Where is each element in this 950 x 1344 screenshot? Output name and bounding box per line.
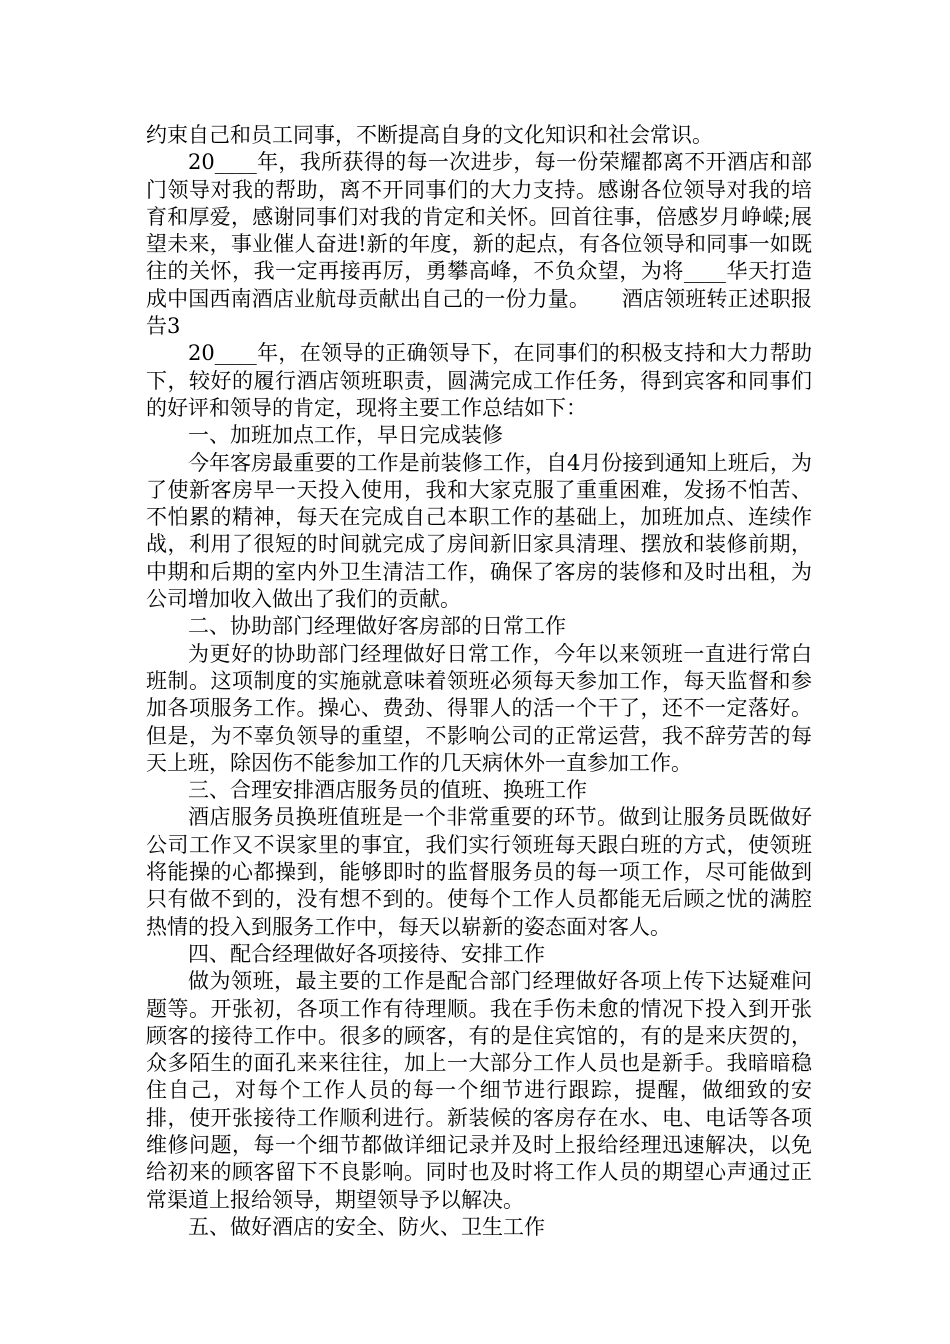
paragraph-3: 20____年，在领导的正确领导下，在同事们的积极支持和大力帮助下，较好的履行酒店领班职责，圆满完成工作任务，得到宾客和同事们的好评和领导的肯定，现将主要工作总结如下：: [146, 341, 812, 420]
section-heading-3: 三、合理安排酒店服务员的值班、换班工作: [188, 778, 587, 803]
paragraph-7: 做为领班，最主要的工作是配合部门经理做好各项上传下达疑难问题等。开张初，各项工作有待理顺。我在手伤未愈的情况下投入到开张顾客的接待工作中。很多的顾客，有的是住宾馆的，有的是来庆贺的，众多陌生的面孔来来往往，加上一大部分工作人员也是新手。我暗暗稳住自己，对每个工作人员的每一个细节进行跟踪，提醒，做细致的安排，使开张接待工作顺利进行。新装候的客房存在水、电、电话等各项维修问题，每一个细节都做详细记录并及时上报给经理迅速解决，以免给初来的顾客留下不良影响。同时也及时将工作人员的期望心声通过正常渠道上报给领导，期望领导予以解决。: [146, 969, 812, 1212]
section-heading-2: 二、协助部门经理做好客房部的日常工作: [188, 614, 566, 639]
paragraph-6: 酒店服务员换班值班是一个非常重要的环节。做到让服务员既做好公司工作又不误家里的事宜，我们实行领班每天跟白班的方式，使领班将能操的心都操到，能够即时的监督服务员的每一项工作，尽可能做到只有做不到的，没有想不到的。使每个工作人员都能无后顾之忧的满腔热情的投入到服务工作中，每天以崭新的姿态面对客人。: [146, 805, 812, 939]
section-heading-4: 四、配合经理做好各项接待、安排工作: [188, 941, 545, 966]
section-heading-5: 五、做好酒店的安全、防火、卫生工作: [188, 1214, 545, 1239]
section-heading-1: 一、加班加点工作，早日完成装修: [188, 423, 503, 448]
document-body: [146, 122, 812, 1241]
paragraph-5: 为更好的协助部门经理做好日常工作，今年以来领班一直进行常白班制。这项制度的实施就意味着领班必须每天参加工作，每天监督和参加各项服务工作。操心、费劲、得罪人的活一个干了，还不一定落好。但是，为不辜负领导的重望，不影响公司的正常运营，我不辞劳苦的每天上班，除因伤不能参加工作的几天病休外一直参加工作。: [146, 641, 812, 775]
paragraph-1: 约束自己和员工同事，不断提高自身的文化知识和社会常识。: [146, 123, 713, 147]
paragraph-2: 20____年，我所获得的每一次进步，每一份荣耀都离不开酒店和部门领导对我的帮助，离不开同事们的大力支持。感谢各位领导对我的培育和厚爱，感谢同事们对我的肯定和关怀。回首往事，倍感岁月峥嵘;展望未来，事业催人奋进!新的年度，新的起点，有各位领导和同事一如既往的关怀，我一定再接再厉，勇攀高峰，不负众望，为将____华天打造成中国西南酒店业航母贡献出自己的一份力量。 酒店领班转正述职报告3: [146, 150, 812, 339]
paragraph-4: 今年客房最重要的工作是前装修工作，自4月份接到通知上班后，为了使新客房早一天投入使用，我和大家克服了重重困难，发扬不怕苦、不怕累的精神，每天在完成自己本职工作的基础上，加班加点、连续作战，利用了很短的时间就完成了房间新旧家具清理、摆放和装修前期，中期和后期的室内外卫生清洁工作，确保了客房的装修和及时出租，为公司增加收入做出了我们的贡献。: [146, 450, 812, 612]
